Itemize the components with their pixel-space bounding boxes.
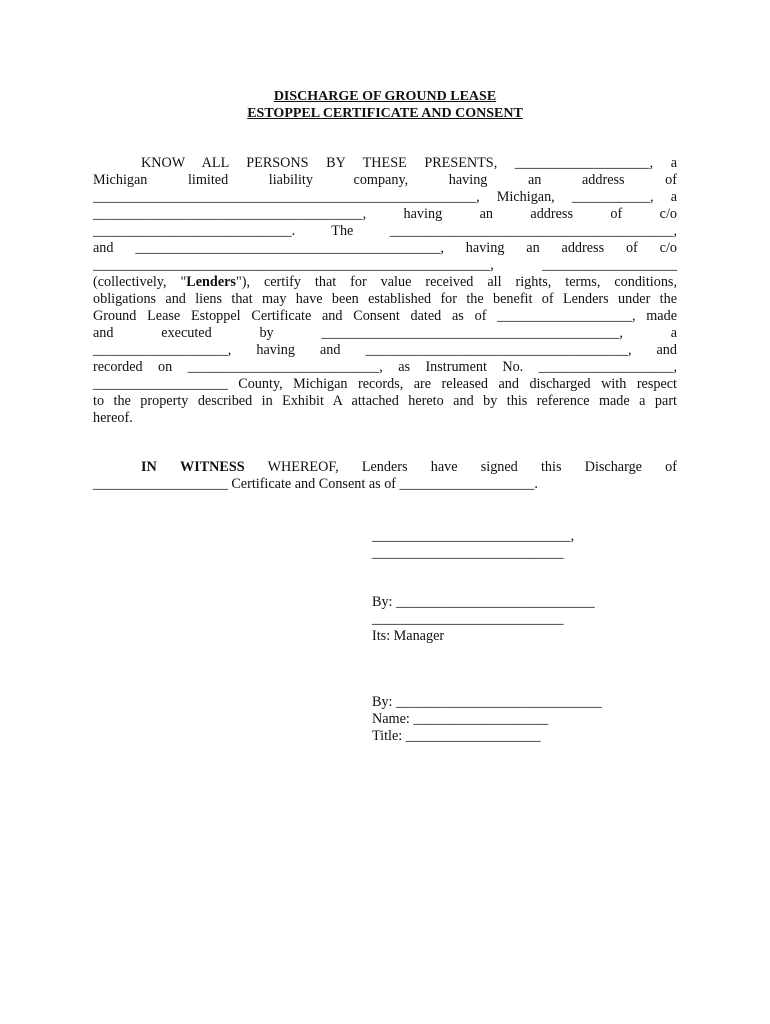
witness-bold-in: IN <box>141 459 157 475</box>
document-title-line-1: DISCHARGE OF GROUND LEASE <box>273 89 497 104</box>
signature-title: Title: ___________________ <box>372 728 541 744</box>
witness-line <box>93 459 677 476</box>
collectively-suffix: "), certify that for value received all rights, terms, conditions, <box>235 274 677 290</box>
body-line-collectively <box>93 274 677 291</box>
body-line: ___________________ County, Michigan records, are released and discharged with respect <box>93 376 677 392</box>
signature-by-line-2: By: _____________________________ <box>372 694 602 710</box>
signature-name-line-1: ____________________________, <box>372 528 575 544</box>
body-line: ____________________________. The ________________________________________, <box>93 223 677 239</box>
body-line: to the property described in Exhibit A attached hereto and by this reference made a part <box>93 393 677 409</box>
witness-rest: WHEREOF, Lenders have signed this Discharge of <box>267 459 677 475</box>
body-line: Michigan limited liability company, having an address of <box>93 172 677 188</box>
body-line: and ___________________________________________, having an address of c/o <box>93 240 677 256</box>
collectively-prefix: (collectively, " <box>93 274 187 290</box>
body-line: obligations and liens that may have been established for the benefit of Lenders under the <box>93 291 677 307</box>
signature-by-line-1: By: ____________________________ <box>372 594 595 610</box>
body-line: ______________________________________________________, Michigan, ___________, a <box>93 189 677 205</box>
witness-bold-witness: WITNESS <box>180 459 245 475</box>
body-line: hereof. <box>93 410 133 426</box>
body-line: Ground Lease Estoppel Certificate and Consent dated as of ___________________, made <box>93 308 677 324</box>
signature-its: Its: Manager <box>372 628 445 644</box>
lenders-term: Lenders <box>186 274 236 290</box>
body-line: ___________________, having and _____________________________________, and <box>93 342 677 358</box>
body-line: KNOW ALL PERSONS BY THESE PRESENTS, ___________________, a <box>141 155 677 171</box>
body-line: and executed by __________________________________________, a <box>93 325 677 341</box>
signature-by-line-1-cont: ___________________________ <box>372 611 564 627</box>
body-line: ________________________________________________________, ___________________ <box>93 257 677 273</box>
signature-name-line-2: ___________________________ <box>372 545 564 561</box>
body-line: ______________________________________, having an address of c/o <box>93 206 677 222</box>
signature-name: Name: ___________________ <box>372 711 549 727</box>
witness-line-2: ___________________ Certificate and Consent as of ___________________. <box>93 476 538 492</box>
document-title-line-2: ESTOPPEL CERTIFICATE AND CONSENT <box>247 106 523 121</box>
body-line: recorded on ___________________________, as Instrument No. ___________________, <box>93 359 677 375</box>
